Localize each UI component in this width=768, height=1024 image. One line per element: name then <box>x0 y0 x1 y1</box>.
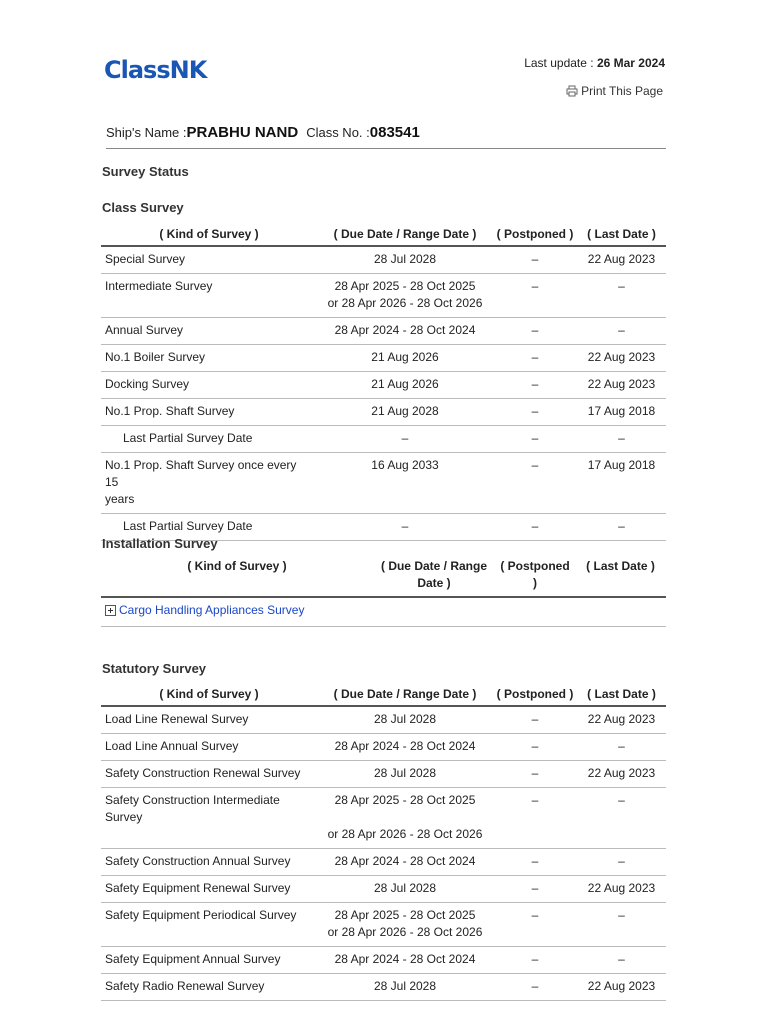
table-row <box>101 876 666 903</box>
col-postponed: ( Postponed ) <box>493 682 577 706</box>
postponed-cell: – <box>493 399 577 426</box>
postponed-cell: – <box>493 345 577 372</box>
print-label: Print This Page <box>581 84 663 98</box>
last-update-label: Last update : <box>524 56 597 70</box>
ship-name: PRABHU NAND <box>186 124 299 141</box>
due-cell: 28 Jul 2028 <box>317 246 493 274</box>
postponed-cell: – <box>493 246 577 274</box>
due-range-1: 28 Apr 2025 - 28 Oct 2025 <box>334 279 476 293</box>
class-no-label: Class No. : <box>306 125 370 140</box>
table-row <box>101 706 666 734</box>
due-cell: 28 Jul 2028 <box>317 706 493 734</box>
due-cell: 21 Aug 2026 <box>317 345 493 372</box>
due-cell: 16 Aug 2033 <box>317 453 493 514</box>
table-row <box>101 246 666 274</box>
col-kind: ( Kind of Survey ) <box>101 558 373 597</box>
survey-status-heading: Survey Status <box>102 164 189 179</box>
col-last: ( Last Date ) <box>577 682 666 706</box>
kind-cell: Annual Survey <box>101 318 317 345</box>
table-row <box>101 597 666 626</box>
col-due-line-1: ( Due Date / Range <box>380 559 488 573</box>
table-header-row <box>101 682 666 706</box>
installation-survey-heading: Installation Survey <box>102 536 218 551</box>
statutory-survey-heading: Statutory Survey <box>102 661 207 676</box>
due-range-1: 28 Apr 2025 - 28 Oct 2025 <box>334 908 476 922</box>
installation-survey-table <box>101 558 666 627</box>
last-update-value: 26 Mar 2024 <box>596 56 665 70</box>
last-cell: 17 Aug 2018 <box>577 399 666 426</box>
last-cell: – <box>577 514 666 541</box>
table-row <box>101 426 666 453</box>
last-cell: 22 Aug 2023 <box>577 974 666 1001</box>
kind-cell: Safety Equipment Renewal Survey <box>101 876 317 903</box>
last-cell: – <box>577 788 666 849</box>
table-row <box>101 788 666 849</box>
postponed-cell: – <box>493 426 577 453</box>
kind-line-2: years <box>105 492 135 506</box>
due-cell: 28 Apr 2024 - 28 Oct 2024 <box>317 734 493 761</box>
table-row <box>101 849 666 876</box>
kind-cell: No.1 Boiler Survey <box>101 345 317 372</box>
cargo-handling-link[interactable]: Cargo Handling Appliances Survey <box>119 603 305 617</box>
class-no: 083541 <box>369 124 420 141</box>
classnk-logo: ClassNK <box>104 56 207 84</box>
col-due-line-2: Date ) <box>417 576 451 590</box>
col-last: ( Last Date ) <box>575 558 666 597</box>
due-cell <box>317 788 493 849</box>
last-cell: – <box>577 849 666 876</box>
ship-name-label: Ship's Name : <box>106 125 187 140</box>
last-cell: 22 Aug 2023 <box>577 246 666 274</box>
postponed-cell: – <box>493 514 577 541</box>
col-due: ( Due Date / Range Date ) <box>317 682 493 706</box>
table-row <box>101 947 666 974</box>
last-cell: 22 Aug 2023 <box>577 706 666 734</box>
col-kind: ( Kind of Survey ) <box>101 222 317 246</box>
table-row <box>101 345 666 372</box>
postponed-cell: – <box>493 372 577 399</box>
due-cell: 28 Jul 2028 <box>317 761 493 788</box>
class-survey-heading: Class Survey <box>102 200 184 215</box>
table-row <box>101 903 666 947</box>
class-survey-table <box>101 222 666 541</box>
kind-cell: No.1 Prop. Shaft Survey <box>101 399 317 426</box>
kind-cell: Safety Radio Renewal Survey <box>101 974 317 1001</box>
table-row <box>101 453 666 514</box>
due-cell: – <box>317 426 493 453</box>
last-cell: 22 Aug 2023 <box>577 876 666 903</box>
kind-line-2: Survey <box>105 810 143 824</box>
kind-cell: Safety Equipment Periodical Survey <box>101 903 317 947</box>
table-row <box>101 974 666 1001</box>
postponed-cell: – <box>493 453 577 514</box>
kind-cell <box>101 453 317 514</box>
due-cell: – <box>317 514 493 541</box>
postponed-cell: – <box>493 947 577 974</box>
due-cell: 28 Jul 2028 <box>317 974 493 1001</box>
postponed-cell: – <box>493 734 577 761</box>
due-cell: 21 Aug 2026 <box>317 372 493 399</box>
col-due <box>373 558 495 597</box>
kind-cell: Safety Construction Annual Survey <box>101 849 317 876</box>
expand-plus-icon[interactable] <box>105 605 116 616</box>
last-cell: – <box>577 734 666 761</box>
postponed-cell: – <box>493 274 577 318</box>
installation-item-cell <box>101 597 666 626</box>
kind-line-1: Safety Construction Intermediate <box>105 793 280 807</box>
due-range-1: 28 Apr 2025 - 28 Oct 2025 <box>334 793 476 807</box>
kind-cell: Intermediate Survey <box>101 274 317 318</box>
kind-cell: Special Survey <box>101 246 317 274</box>
due-cell: 28 Jul 2028 <box>317 876 493 903</box>
table-row <box>101 734 666 761</box>
table-row <box>101 399 666 426</box>
printer-icon <box>566 85 578 97</box>
due-cell: 28 Apr 2024 - 28 Oct 2024 <box>317 849 493 876</box>
last-cell: 22 Aug 2023 <box>577 372 666 399</box>
due-cell: 28 Apr 2024 - 28 Oct 2024 <box>317 947 493 974</box>
col-postponed: ( Postponed ) <box>493 222 577 246</box>
col-last: ( Last Date ) <box>577 222 666 246</box>
postponed-cell: – <box>493 903 577 947</box>
due-cell: 28 Apr 2024 - 28 Oct 2024 <box>317 318 493 345</box>
statutory-survey-table <box>101 682 666 1001</box>
due-range-2: or 28 Apr 2026 - 28 Oct 2026 <box>327 827 483 841</box>
last-cell: 22 Aug 2023 <box>577 761 666 788</box>
postponed-cell: – <box>493 788 577 849</box>
print-button[interactable] <box>566 84 663 98</box>
postponed-cell: – <box>493 876 577 903</box>
due-range-2: or 28 Apr 2026 - 28 Oct 2026 <box>327 296 483 310</box>
cargo-handling-expander[interactable] <box>105 603 304 617</box>
due-range-2: or 28 Apr 2026 - 28 Oct 2026 <box>327 925 483 939</box>
table-row <box>101 372 666 399</box>
kind-cell: Load Line Renewal Survey <box>101 706 317 734</box>
postponed-cell: – <box>493 974 577 1001</box>
table-row <box>101 761 666 788</box>
col-due: ( Due Date / Range Date ) <box>317 222 493 246</box>
last-cell: – <box>577 903 666 947</box>
last-cell: – <box>577 947 666 974</box>
kind-cell: Safety Equipment Annual Survey <box>101 947 317 974</box>
last-cell: – <box>577 426 666 453</box>
postponed-cell: – <box>493 318 577 345</box>
due-cell <box>317 903 493 947</box>
kind-cell <box>101 788 317 849</box>
postponed-cell: – <box>493 849 577 876</box>
table-row <box>101 274 666 318</box>
last-cell: – <box>577 274 666 318</box>
kind-cell: Docking Survey <box>101 372 317 399</box>
last-cell: – <box>577 318 666 345</box>
last-cell: 22 Aug 2023 <box>577 345 666 372</box>
kind-cell: Last Partial Survey Date <box>101 514 317 541</box>
kind-cell: Safety Construction Renewal Survey <box>101 761 317 788</box>
table-header-row <box>101 558 666 597</box>
table-row <box>101 318 666 345</box>
kind-cell: Load Line Annual Survey <box>101 734 317 761</box>
last-update <box>524 56 665 70</box>
kind-line-1: No.1 Prop. Shaft Survey once every 15 <box>105 458 297 489</box>
table-header-row <box>101 222 666 246</box>
kind-cell: Last Partial Survey Date <box>101 426 317 453</box>
ship-info <box>106 124 666 149</box>
postponed-cell: – <box>493 761 577 788</box>
due-cell <box>317 274 493 318</box>
last-cell: 17 Aug 2018 <box>577 453 666 514</box>
col-postponed: ( Postponed ) <box>495 558 575 597</box>
postponed-cell: – <box>493 706 577 734</box>
due-cell: 21 Aug 2028 <box>317 399 493 426</box>
col-kind: ( Kind of Survey ) <box>101 682 317 706</box>
